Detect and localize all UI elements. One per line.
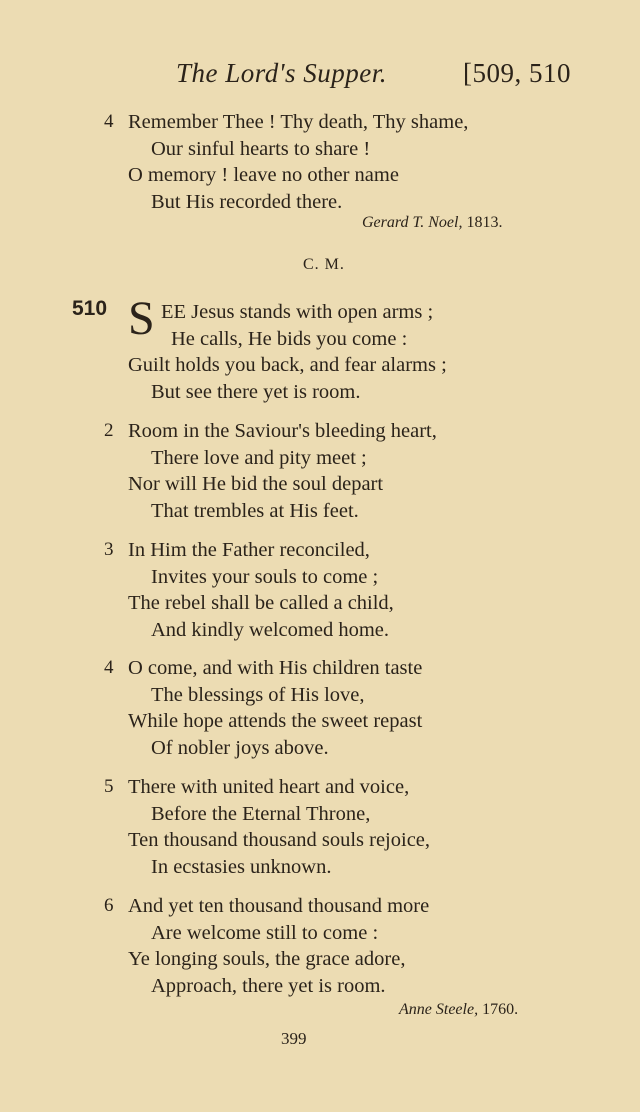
verse-line: In Him the Father reconciled,: [128, 539, 370, 561]
verse-line: Nor will He bid the soul depart: [128, 473, 384, 496]
verse-line: The blessings of His love,: [151, 683, 365, 706]
hymn-number: 510: [72, 297, 108, 320]
hymn-meter: C. M.: [303, 256, 345, 273]
verse-line: Are welcome still to come :: [151, 921, 379, 944]
running-header-hymn-range: [509, 510: [463, 58, 571, 88]
verse-line: But see there yet is room.: [151, 380, 361, 403]
verse-line: In ecstasies unknown.: [151, 855, 332, 878]
verse-line: Approach, there yet is room.: [151, 974, 386, 997]
verse-line: Of nobler joys above.: [151, 736, 329, 759]
verse-line: And yet ten thousand thousand more: [128, 895, 430, 917]
verse-line: He calls, He bids you come :: [171, 327, 408, 350]
hymn-510-author: [399, 1001, 518, 1019]
author-name: Gerard T. Noel,: [362, 214, 463, 231]
verse-line: Room in the Saviour's bleeding heart,: [128, 420, 437, 442]
verse-line: O come, and with His children taste: [128, 657, 423, 679]
author-year: 1760.: [482, 1001, 519, 1018]
verse-line: Remember Thee ! Thy death, Thy shame,: [128, 111, 469, 133]
stanza-number: 2: [104, 420, 114, 441]
hymn-509-author: [362, 214, 502, 232]
verse-line: Ten thousand thousand souls rejoice,: [128, 829, 431, 852]
verse-line: Invites your souls to come ;: [151, 565, 379, 588]
author-name: Anne Steele,: [399, 1001, 479, 1018]
stanza-number: 4: [104, 111, 114, 132]
stanza-number: 5: [104, 776, 114, 797]
verse-line: But His recorded there.: [151, 190, 343, 213]
verse-line: Ye longing souls, the grace adore,: [128, 948, 406, 971]
stanza-number: 4: [104, 657, 114, 678]
verse-line: And kindly welcomed home.: [151, 618, 389, 641]
verse-line: EE Jesus stands with open arms ;: [161, 301, 434, 323]
verse-line: Before the Eternal Throne,: [151, 802, 371, 825]
author-year: 1813.: [466, 214, 503, 231]
stanza-number: 6: [104, 895, 114, 916]
page-number: 399: [281, 1029, 307, 1048]
verse-line: While hope attends the sweet repast: [128, 710, 423, 733]
verse-line: That trembles at His feet.: [151, 499, 359, 522]
verse-line: There with united heart and voice,: [128, 776, 410, 798]
drop-cap: S: [128, 292, 155, 345]
verse-line: There love and pity meet ;: [151, 446, 367, 469]
verse-line: Our sinful hearts to share !: [151, 137, 371, 160]
verse-line: The rebel shall be called a child,: [128, 592, 394, 615]
stanza-number: 3: [104, 539, 114, 560]
running-header-title: The Lord's Supper.: [176, 58, 388, 88]
verse-line: Guilt holds you back, and fear alarms ;: [128, 354, 447, 377]
verse-line: O memory ! leave no other name: [128, 164, 399, 187]
